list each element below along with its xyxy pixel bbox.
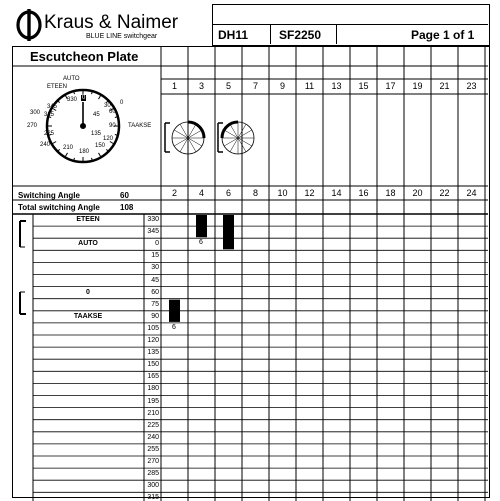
angle-value: 45 <box>151 276 159 284</box>
contact-note: 6 <box>199 239 203 247</box>
terminal-number-top: 7 <box>252 81 259 91</box>
angle-value: 60 <box>151 288 159 296</box>
terminal-number-top: 3 <box>198 81 205 91</box>
contact-note: 6 <box>172 323 176 331</box>
dial-scale-label: 210 <box>63 145 74 151</box>
position-label: ETEEN <box>76 216 100 223</box>
angle-value: 225 <box>147 421 159 429</box>
angle-value: 30 <box>151 264 159 272</box>
escutcheon-title: Escutcheon Plate <box>30 49 139 64</box>
position-label: AUTO <box>78 240 98 248</box>
terminal-number-bottom: 14 <box>331 188 342 198</box>
dial-scale-label: 60 <box>109 109 116 115</box>
terminal-number-bottom: 12 <box>304 188 315 198</box>
terminal-number-bottom: 8 <box>252 188 259 198</box>
dial-label-taakse: TAAKSE <box>128 123 152 129</box>
terminal-number-top: 19 <box>412 81 423 91</box>
terminal-number-top: 17 <box>385 81 396 91</box>
angle-value: 120 <box>147 337 159 344</box>
switching-angle-value: 60 <box>120 191 129 200</box>
contact-closed-bar <box>169 300 180 322</box>
brand-name: Kraus & Naimer <box>44 12 179 33</box>
angle-value: 0 <box>155 240 159 248</box>
dial-scale-label: 30 <box>104 103 111 109</box>
dial-scale-label: 345 <box>47 104 58 110</box>
angle-value: 105 <box>147 324 159 332</box>
terminal-number-top: 1 <box>171 81 178 91</box>
angle-value: 315 <box>147 494 159 501</box>
angle-value: 210 <box>147 409 159 417</box>
terminal-number-bottom: 18 <box>385 188 396 198</box>
angle-value: 180 <box>147 385 159 393</box>
terminal-number-bottom: 20 <box>412 188 423 198</box>
angle-value: 90 <box>151 312 159 320</box>
dial-label-eteen: ETEEN <box>47 84 68 90</box>
drawing-number: SF2250 <box>279 28 322 42</box>
page-indicator: Page 1 of 1 <box>411 28 475 42</box>
dial-scale-label: 135 <box>91 131 102 137</box>
dial-selected-indicator: 0 <box>82 95 86 101</box>
angle-value: 345 <box>147 228 159 236</box>
dial-scale-label: 240 <box>40 142 51 148</box>
terminal-number-top: 13 <box>331 81 342 91</box>
angle-value: 270 <box>147 458 159 465</box>
angle-value: 75 <box>151 300 159 308</box>
total-switching-angle-value: 108 <box>120 203 134 212</box>
dial-scale-label: 225 <box>44 131 55 137</box>
dial-scale-label: 150 <box>95 143 106 149</box>
terminal-number-bottom: 22 <box>439 188 450 198</box>
angle-value: 150 <box>147 361 159 369</box>
dial-scale-label: 300 <box>30 110 41 116</box>
model-number: DH11 <box>218 28 249 42</box>
terminal-number-top: 5 <box>225 81 232 91</box>
angle-value: 165 <box>147 373 159 381</box>
total-switching-angle-label: Total switching Angle <box>18 203 100 212</box>
terminal-number-bottom: 2 <box>171 188 178 198</box>
dial-scale-label: 45 <box>93 112 100 118</box>
terminal-number-bottom: 4 <box>198 188 205 198</box>
terminal-number-top: 15 <box>358 81 369 91</box>
dial-label-auto: AUTO <box>63 76 80 82</box>
dial-scale-label: 270 <box>27 123 38 129</box>
angle-value: 300 <box>147 482 159 490</box>
terminal-number-top: 9 <box>279 81 286 91</box>
terminal-number-bottom: 6 <box>225 188 232 198</box>
angle-value: 285 <box>147 470 159 478</box>
brand-tagline: BLUE LINE switchgear <box>86 33 158 40</box>
dial-scale-label: 90 <box>109 123 116 129</box>
switching-angle-label: Switching Angle <box>18 191 80 200</box>
cam-contact-arc <box>222 122 238 138</box>
position-label: 0 <box>86 288 90 296</box>
position-label: TAAKSE <box>73 312 103 320</box>
dial-scale-label: 180 <box>79 149 90 155</box>
cam-contact-arc <box>188 122 204 138</box>
dial-scale-label: 0 <box>120 100 124 106</box>
terminal-number-top: 21 <box>439 81 450 91</box>
angle-value: 195 <box>147 397 159 405</box>
terminal-number-bottom: 16 <box>358 188 369 198</box>
angle-value: 240 <box>147 433 159 441</box>
angle-value: 330 <box>147 216 159 223</box>
angle-value: 135 <box>147 349 159 357</box>
dial-scale-label: 330 <box>67 97 78 103</box>
contact-closed-bar <box>223 215 234 249</box>
dial-scale-label: 120 <box>103 136 114 142</box>
angle-value: 255 <box>147 445 159 453</box>
terminal-number-bottom: 24 <box>466 188 477 198</box>
terminal-number-top: 23 <box>466 81 477 91</box>
contact-closed-bar <box>196 215 207 237</box>
angle-value: 15 <box>151 252 159 260</box>
terminal-number-top: 11 <box>304 81 315 91</box>
dial-scale-label: 315 <box>44 112 55 118</box>
terminal-number-bottom: 10 <box>277 188 288 198</box>
